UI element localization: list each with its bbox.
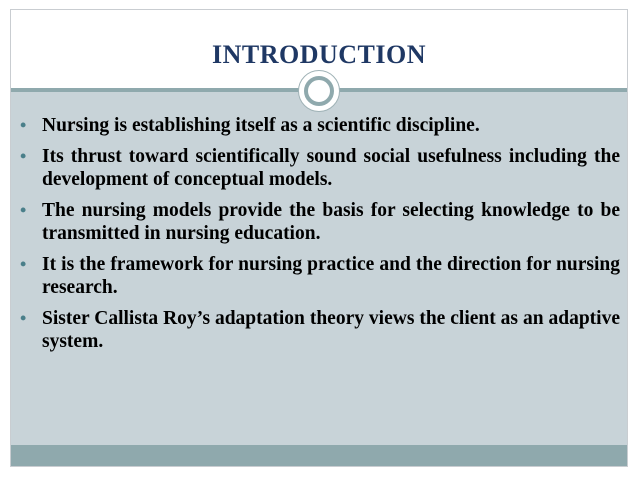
- bullet-dot-icon: •: [20, 307, 27, 328]
- bullet-item: [20, 199, 620, 246]
- circle-ring: [304, 76, 334, 106]
- bullet-item: [20, 145, 620, 192]
- bullet-text: Sister Callista Roy’s adaptation theory views the client as an adaptive system.: [42, 307, 620, 352]
- bullet-text: It is the framework for nursing practice and the direction for nursing research.: [42, 253, 620, 298]
- footer-band: [11, 445, 627, 466]
- circle-ornament-icon: [298, 70, 340, 112]
- bullet-text: Nursing is establishing itself as a scientific discipline.: [42, 115, 480, 136]
- bullet-dot-icon: •: [20, 253, 27, 274]
- bullet-text: Its thrust toward scientifically sound social usefulness including the development of conceptual models.: [42, 145, 620, 190]
- bullet-item: [20, 253, 620, 300]
- bullet-dot-icon: •: [20, 199, 27, 220]
- bullet-item: [20, 307, 620, 354]
- bullet-dot-icon: •: [20, 115, 27, 135]
- bullet-item: [20, 114, 620, 138]
- bullet-dot-icon: •: [20, 145, 27, 166]
- bullet-text: The nursing models provide the basis for selecting knowledge to be transmitted in nursing education.: [42, 199, 620, 244]
- bullet-list: [20, 114, 620, 361]
- slide-title: INTRODUCTION: [211, 40, 427, 69]
